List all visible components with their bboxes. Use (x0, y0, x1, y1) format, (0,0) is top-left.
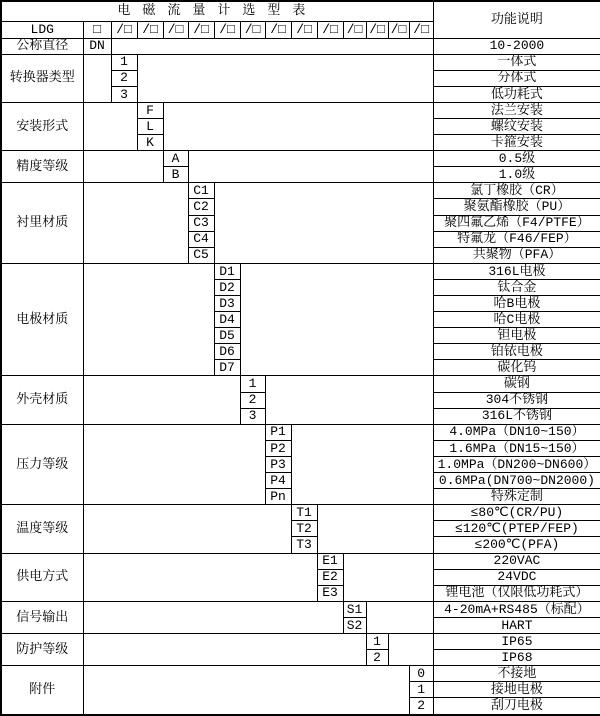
code-cell: D1 (214, 263, 240, 279)
model-code-box: /□ (366, 21, 388, 38)
function-cell: 聚氨酯橡胶（PU） (433, 199, 600, 215)
code-cell: C3 (188, 215, 214, 231)
model-prefix: LDG (1, 21, 83, 38)
model-code-box: /□ (388, 21, 409, 38)
spacer-right (366, 601, 433, 633)
function-cell: 4.0MPa（DN10~150） (433, 424, 600, 440)
function-cell: 锂电池（仅限低功耗式） (433, 585, 600, 601)
function-cell: 0.6MPa(DN700~DN2000) (433, 473, 600, 489)
code-cell: 3 (240, 408, 265, 424)
category-label: 温度等级 (1, 505, 83, 553)
table-row (1, 151, 600, 167)
model-code-box: /□ (111, 21, 137, 38)
code-cell: F (137, 102, 163, 118)
code-cell: C2 (188, 199, 214, 215)
function-cell: 不接地 (433, 666, 600, 682)
table-row (1, 54, 600, 70)
spacer-right (111, 38, 433, 54)
code-cell: 1 (409, 682, 433, 698)
code-cell: D2 (214, 279, 240, 295)
function-cell: 接地电极 (433, 682, 600, 698)
category-label: 安装形式 (1, 102, 83, 150)
spacer-right (240, 263, 433, 376)
function-cell: 钛合金 (433, 279, 600, 295)
function-cell: HART (433, 617, 600, 633)
spacer-left (83, 376, 240, 424)
function-header: 功能说明 (433, 1, 600, 38)
code-cell: P1 (265, 424, 291, 440)
table-row (1, 424, 600, 440)
function-cell: IP65 (433, 633, 600, 649)
spacer-right (137, 54, 433, 102)
spacer-left (83, 54, 111, 102)
spacer-right (291, 424, 433, 504)
code-cell: A (163, 151, 188, 167)
spacer-left (83, 183, 188, 263)
spacer-left (83, 102, 137, 150)
code-cell: S2 (343, 617, 366, 633)
code-cell: 2 (111, 70, 137, 86)
spacer-right (214, 183, 433, 263)
model-code-box: /□ (137, 21, 163, 38)
function-cell: 0.5级 (433, 151, 600, 167)
function-cell: 哈C电极 (433, 312, 600, 328)
function-cell: 哈B电极 (433, 296, 600, 312)
table-row (1, 38, 600, 54)
function-cell: 24VDC (433, 569, 600, 585)
function-cell: 低功耗式 (433, 86, 600, 102)
code-cell: S1 (343, 601, 366, 617)
code-cell: C5 (188, 247, 214, 263)
function-cell: 10-2000 (433, 38, 600, 54)
code-cell: C4 (188, 231, 214, 247)
spacer-right (317, 505, 433, 553)
code-cell: D5 (214, 328, 240, 344)
table-title: 电磁流量计选型表 (1, 1, 433, 21)
function-cell: 316L电极 (433, 263, 600, 279)
function-cell: ≤200℃(PFA) (433, 537, 600, 553)
function-cell: 碳钢 (433, 376, 600, 392)
function-cell: ≤80℃(CR/PU) (433, 505, 600, 521)
spacer-left (83, 601, 343, 633)
function-cell: 220VAC (433, 553, 600, 569)
category-label: 公称直径 (1, 38, 83, 54)
spacer-left (83, 263, 214, 376)
spacer-left (83, 151, 163, 183)
code-cell: E2 (317, 569, 343, 585)
function-cell: 共聚物（PFA） (433, 247, 600, 263)
model-code-box: /□ (409, 21, 433, 38)
code-cell: DN (83, 38, 111, 54)
code-cell: T2 (291, 521, 317, 537)
category-label: 转换器类型 (1, 54, 83, 102)
spacer-left (83, 424, 265, 504)
function-cell: 特氟龙（F46/FEP） (433, 231, 600, 247)
function-cell: IP68 (433, 650, 600, 666)
table-row (1, 376, 600, 392)
function-cell: 316L不锈钢 (433, 408, 600, 424)
spacer-left (83, 666, 409, 715)
model-code-box: /□ (214, 21, 240, 38)
function-cell: 4-20mA+RS485（标配） (433, 601, 600, 617)
spacer-left (83, 505, 291, 553)
function-cell: 304不锈钢 (433, 392, 600, 408)
table-row (1, 553, 600, 569)
function-cell: 卡箍安装 (433, 135, 600, 151)
function-cell: 1.0级 (433, 167, 600, 183)
function-cell: 1.6MPa（DN15~150） (433, 440, 600, 456)
code-cell: 2 (366, 650, 388, 666)
function-cell: 刮刀电极 (433, 698, 600, 715)
table-row (1, 601, 600, 617)
code-cell: 3 (111, 86, 137, 102)
code-cell: Pn (265, 489, 291, 505)
category-label: 精度等级 (1, 151, 83, 183)
category-label: 压力等级 (1, 424, 83, 504)
model-first-box: □ (83, 21, 111, 38)
code-cell: D6 (214, 344, 240, 360)
code-cell: 1 (111, 54, 137, 70)
code-cell: B (163, 167, 188, 183)
spacer-right (388, 633, 433, 665)
function-cell: 氯丁橡胶（CR） (433, 183, 600, 199)
spacer-left (83, 553, 317, 601)
model-code-box: /□ (265, 21, 291, 38)
category-label: 供电方式 (1, 553, 83, 601)
model-code-box: /□ (240, 21, 265, 38)
table-row (1, 633, 600, 649)
spacer-right (265, 376, 433, 424)
function-cell: ≤120℃(PTEP/FEP) (433, 521, 600, 537)
code-cell: P3 (265, 456, 291, 472)
code-cell: 2 (409, 698, 433, 715)
category-label: 外壳材质 (1, 376, 83, 424)
code-cell: 1 (240, 376, 265, 392)
spacer-right (343, 553, 433, 601)
function-cell: 特殊定制 (433, 489, 600, 505)
function-cell: 螺纹安装 (433, 118, 600, 134)
function-cell: 1.0MPa（DN200~DN600） (433, 456, 600, 472)
category-label: 电极材质 (1, 263, 83, 376)
table-row (1, 102, 600, 118)
function-cell: 聚四氟乙烯（F4/PTFE） (433, 215, 600, 231)
code-cell: 0 (409, 666, 433, 682)
code-cell: T3 (291, 537, 317, 553)
function-cell: 分体式 (433, 70, 600, 86)
code-cell: T1 (291, 505, 317, 521)
code-cell: E1 (317, 553, 343, 569)
code-cell: D4 (214, 312, 240, 328)
code-cell: P4 (265, 473, 291, 489)
code-cell: 1 (366, 633, 388, 649)
function-cell: 碳化钨 (433, 360, 600, 376)
code-cell: 2 (240, 392, 265, 408)
code-cell: E3 (317, 585, 343, 601)
code-cell: C1 (188, 183, 214, 199)
category-label: 衬里材质 (1, 183, 83, 263)
model-code-box: /□ (291, 21, 317, 38)
table-row (1, 666, 600, 682)
spacer-right (163, 102, 433, 150)
spacer-left (83, 633, 366, 665)
category-label: 防护等级 (1, 633, 83, 665)
model-code-box: /□ (343, 21, 366, 38)
code-cell: P2 (265, 440, 291, 456)
table-row (1, 505, 600, 521)
model-code-box: /□ (188, 21, 214, 38)
table-row (1, 263, 600, 279)
category-label: 附件 (1, 666, 83, 715)
code-cell: D7 (214, 360, 240, 376)
category-label: 信号输出 (1, 601, 83, 633)
code-cell: K (137, 135, 163, 151)
spacer-right (188, 151, 433, 183)
function-cell: 铂铱电极 (433, 344, 600, 360)
function-cell: 一体式 (433, 54, 600, 70)
code-cell: D3 (214, 296, 240, 312)
code-cell: L (137, 118, 163, 134)
model-code-box: /□ (317, 21, 343, 38)
model-code-box: /□ (163, 21, 188, 38)
function-cell: 钽电极 (433, 328, 600, 344)
table-row (1, 183, 600, 199)
function-cell: 法兰安装 (433, 102, 600, 118)
